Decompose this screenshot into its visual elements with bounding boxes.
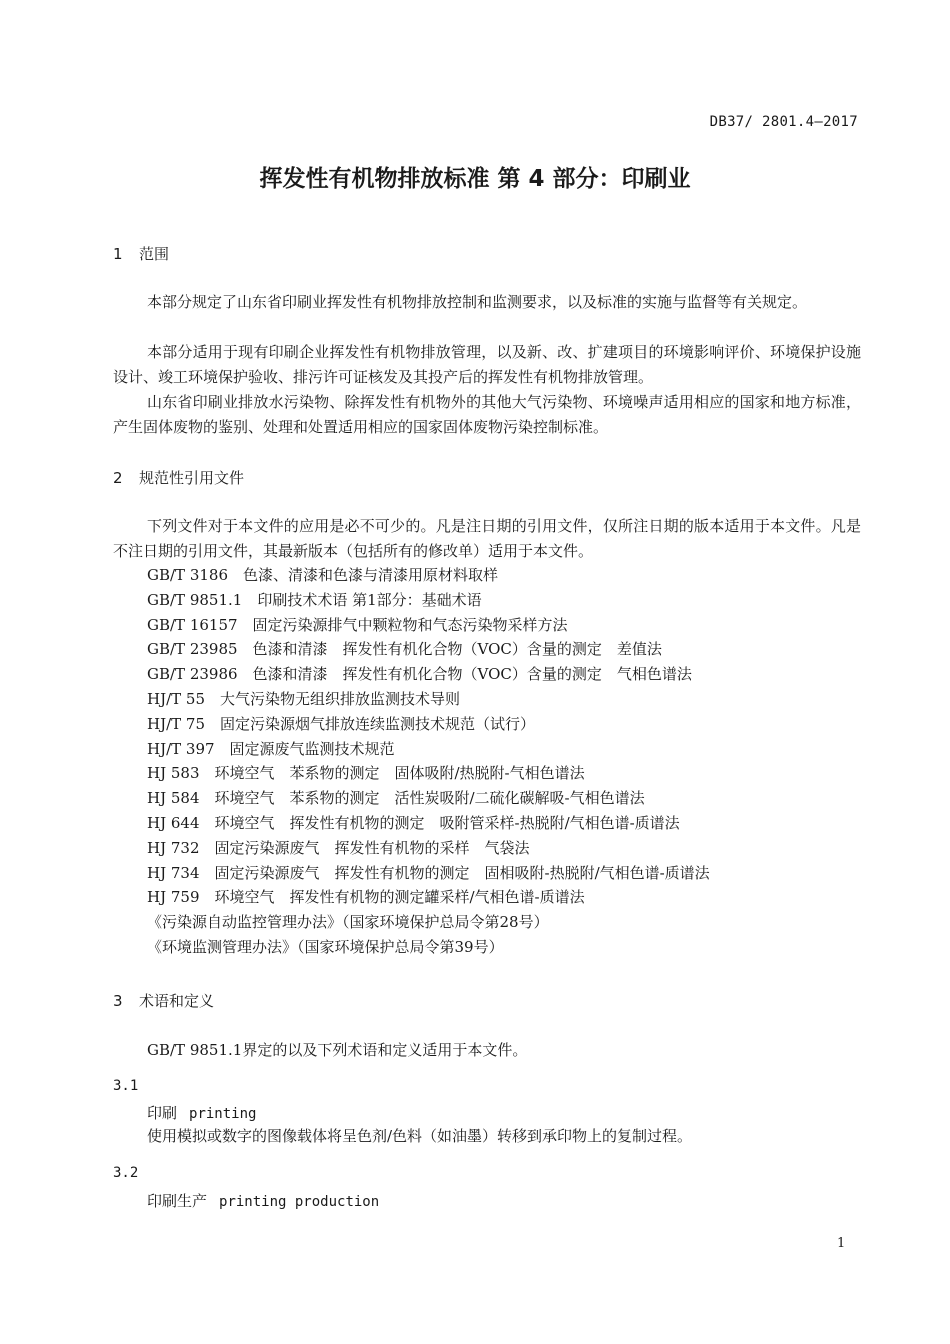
scope-paragraph-2: 本部分适用于现有印刷企业挥发性有机物排放管理，以及新、改、扩建项目的环境影响评价、环境保护设施设计、竣工环境保护验收、排污许可证核发及其投产后的挥发性有机物排放管理。 <box>113 343 861 386</box>
term-title <box>147 1102 256 1123</box>
section-heading-terms <box>113 990 214 1011</box>
term-title <box>147 1190 379 1211</box>
reference-item: GB/T 23985 色漆和清漆 挥发性有机化合物（VOC）含量的测定 差值法 <box>147 640 662 659</box>
reference-list <box>147 563 710 960</box>
term-definition: 使用模拟或数字的图像载体将呈色剂/色料（如油墨）转移到承印物上的复制过程。 <box>147 1127 693 1145</box>
reference-item: GB/T 23986 色漆和清漆 挥发性有机化合物（VOC）含量的测定 气相色谱法 <box>147 665 692 684</box>
term-number: 3.2 <box>113 1165 139 1181</box>
term-en: printing production <box>219 1194 380 1210</box>
reference-item: HJ/T 397 固定源废气监测技术规范 <box>147 739 395 758</box>
references-intro: 下列文件对于本文件的应用是必不可少的。凡是注日期的引用文件，仅所注日期的版本适用于本文件。凡是不注日期的引用文件，其最新版本（包括所有的修改单）适用于本文件。 <box>113 517 861 560</box>
section-number: 3 <box>113 992 123 1010</box>
term-number: 3.1 <box>113 1078 139 1094</box>
section-title: 规范性引用文件 <box>139 469 245 487</box>
section-title: 术语和定义 <box>139 992 215 1010</box>
section-number: 2 <box>113 469 123 487</box>
reference-item: HJ 734 固定污染源废气 挥发性有机物的测定 固相吸附-热脱附/气相色谱-质谱法 <box>147 863 710 882</box>
terms-intro: GB/T 9851.1界定的以及下列术语和定义适用于本文件。 <box>147 1041 528 1059</box>
reference-item: HJ/T 55 大气污染物无组织排放监测技术导则 <box>147 689 461 708</box>
section-heading-references <box>113 467 244 488</box>
scope-paragraph-3: 山东省印刷业排放水污染物、除挥发性有机物外的其他大气污染物、环境噪声适用相应的国家和地方标准，产生固体废物的鉴别、处理和处置适用相应的国家固体废物污染控制标准。 <box>113 393 861 436</box>
reference-item: HJ 644 环境空气 挥发性有机物的测定 吸附管采样-热脱附/气相色谱-质谱法 <box>147 813 680 832</box>
term-en: printing <box>189 1106 257 1122</box>
section-heading-scope <box>113 243 169 264</box>
scope-paragraph-1: 本部分规定了山东省印刷业挥发性有机物排放控制和监测要求，以及标准的实施与监督等有关规定。 <box>147 293 808 311</box>
reference-item: GB/T 16157 固定污染源排气中颗粒物和气态污染物采样方法 <box>147 615 568 634</box>
term-zh: 印刷生产 <box>147 1192 208 1210</box>
section-title: 范围 <box>139 245 170 263</box>
reference-item: HJ 759 环境空气 挥发性有机物的测定罐采样/气相色谱-质谱法 <box>147 888 585 907</box>
term-zh: 印刷 <box>147 1104 178 1122</box>
reference-item: HJ 583 环境空气 苯系物的测定 固体吸附/热脱附-气相色谱法 <box>147 764 585 783</box>
reference-item: HJ/T 75 固定污染源烟气排放连续监测技术规范（试行） <box>147 714 536 733</box>
section-number: 1 <box>113 245 123 263</box>
document-id: DB37/ 2801.4—2017 <box>709 114 858 130</box>
reference-item: 《污染源自动监控管理办法》（国家环境保护总局令第28号） <box>147 913 549 932</box>
reference-item: 《环境监测管理办法》（国家环境保护总局令第39号） <box>147 937 504 956</box>
document-title: 挥发性有机物排放标准 第 4 部分：印刷业 <box>259 166 691 192</box>
reference-item: GB/T 3186 色漆、清漆和色漆与清漆用原材料取样 <box>147 566 499 584</box>
page-number: 1 <box>837 1236 846 1251</box>
reference-item: HJ 584 环境空气 苯系物的测定 活性炭吸附/二硫化碳解吸-气相色谱法 <box>147 789 645 808</box>
reference-item: GB/T 9851.1 印刷技术术语 第1部分：基础术语 <box>147 590 482 609</box>
reference-item: HJ 732 固定污染源废气 挥发性有机物的采样 气袋法 <box>147 838 530 857</box>
